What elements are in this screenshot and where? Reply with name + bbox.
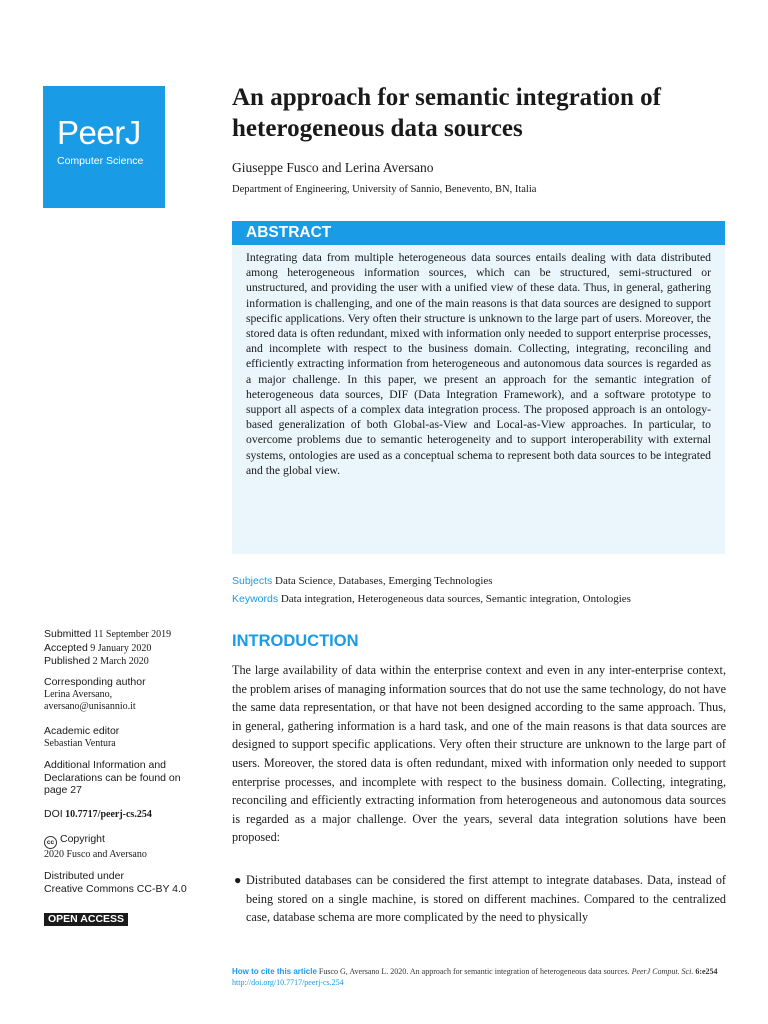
bullet-item <box>232 871 726 927</box>
subjects-label: Subjects <box>232 575 273 587</box>
editor-block <box>44 725 214 750</box>
citation-footer <box>232 966 732 988</box>
abstract-text: Integrating data from multiple heterogeneous data sources entails dealing with data distributed among heterogeneous information sources, which can be structured, semi-structured or unstructured, and providing the user with a unified view of these data. Thus, in general, gathering information is challenging, and one of the main reasons is that data sources are designed to support specific applications. Very often their structure is unknown to the large part of users. Moreover, the stored data is often redundant, mixed with information only needed to support enterprise processes, and incomplete with respect to the business domain. Collecting, integrating, reconciling and efficiently extracting information from heterogeneous and autonomous data sources is regarded as a major challenge. In this paper, we present an approach for the semantic integration of heterogeneous data sources, DIF (Data Integration Framework), and a software prototype to support all aspects of a complex data integration process. The proposed approach is an ontology-based generalization of both Global-as-View and Local-as-View approaches. In particular, to overcome problems due to semantic heterogeneity and to support interoperability with external systems, ontologies are used as a conceptual schema to represent both data sources to be integrated and the global view. <box>246 251 711 477</box>
submitted-date: 11 September 2019 <box>93 629 172 640</box>
additional-line-3: page 27 <box>44 784 82 796</box>
license-block <box>44 870 214 895</box>
creative-commons-icon: cc <box>44 836 57 849</box>
introduction-paragraph: The large availability of data within the enterprise context and even in any inter-enterprise context, the problem arises of managing information sources that do not use the same technology, do not have the same data representation, or that have not been designed according to the same approach. Thus, in general, gathering information is a hard task, and one of the main reasons is that data sources are designed to support specific applications. Very often their structure are unknown to the large part of users. Moreover, the stored data is often redundant, mixed with information only needed to support enterprise processes, and incomplete with respect to the business domain. Collecting, integrating, reconciling and efficiently extracting information from heterogeneous and autonomous data sources is regarded as a major challenge. Over the years, several data integration solutions have been proposed: <box>232 663 726 845</box>
corresponding-block <box>44 676 214 714</box>
subjects-line <box>232 575 493 587</box>
doi-label: DOI <box>44 808 63 820</box>
paper-title: An approach for semantic integration of heterogeneous data sources <box>232 84 661 142</box>
subjects-value: Data Science, Databases, Emerging Technologies <box>275 575 493 587</box>
doi-link[interactable]: 10.7717/peerj-cs.254 <box>65 809 152 820</box>
dates-block <box>44 628 214 669</box>
published-label: Published <box>44 655 91 667</box>
keywords-value: Data integration, Heterogeneous data sources, Semantic integration, Ontologies <box>280 593 631 605</box>
bullet-dot-icon: ● <box>234 873 242 887</box>
abstract-heading: ABSTRACT <box>232 221 725 245</box>
license-line-1: Distributed under <box>44 870 124 882</box>
peerj-logo <box>43 86 165 208</box>
abstract-box <box>232 245 725 554</box>
open-access-badge: OPEN ACCESS <box>44 913 128 926</box>
additional-line-2: Declarations can be found on <box>44 771 181 784</box>
corresponding-email[interactable]: aversano@unisannio.it <box>44 701 136 712</box>
keywords-label: Keywords <box>232 593 279 605</box>
cite-text: Fusco G, Aversano L. 2020. An approach for semantic integration of heterogeneous data sources. <box>318 967 630 976</box>
cite-label: How to cite this article <box>232 967 317 976</box>
editor-name: Sebastian Ventura <box>44 737 116 749</box>
additional-info-block <box>44 759 214 797</box>
accepted-date: 9 January 2020 <box>90 642 152 654</box>
affiliation: Department of Engineering, University of Sannio, Benevento, BN, Italia <box>232 184 537 195</box>
journal-volume: 6:e254 <box>695 967 718 976</box>
doi-block <box>44 808 214 822</box>
corresponding-label: Corresponding author <box>44 676 146 688</box>
editor-label: Academic editor <box>44 725 120 737</box>
license-line-2[interactable]: Creative Commons CC-BY 4.0 <box>44 882 187 895</box>
introduction-heading: INTRODUCTION <box>232 632 359 650</box>
submitted-label: Submitted <box>44 628 92 640</box>
copyright-value: 2020 Fusco and Aversano <box>44 849 147 860</box>
authors: Giuseppe Fusco and Lerina Aversano <box>232 160 434 175</box>
corresponding-name: Lerina Aversano, <box>44 688 113 700</box>
bullet-text: Distributed databases can be considered the first attempt to integrate databases. Data, instead of being stored on a single machine, is stored on different machines. Compared to the centralized case, database schema are more complicated by the need to physically <box>246 873 726 925</box>
accepted-label: Accepted <box>44 641 88 654</box>
published-date: 2 March 2020 <box>92 656 149 667</box>
footer-doi-link[interactable]: http://doi.org/10.7717/peerj-cs.254 <box>232 978 344 987</box>
logo-main-text: PeerJ <box>57 114 141 151</box>
keywords-line <box>232 593 631 605</box>
journal-name: PeerJ Comput. Sci. <box>631 967 694 976</box>
logo-sub-text: Computer Science <box>57 155 144 167</box>
copyright-label: Copyright <box>60 833 105 845</box>
copyright-block <box>44 833 214 862</box>
additional-line-1: Additional Information and <box>44 759 166 771</box>
